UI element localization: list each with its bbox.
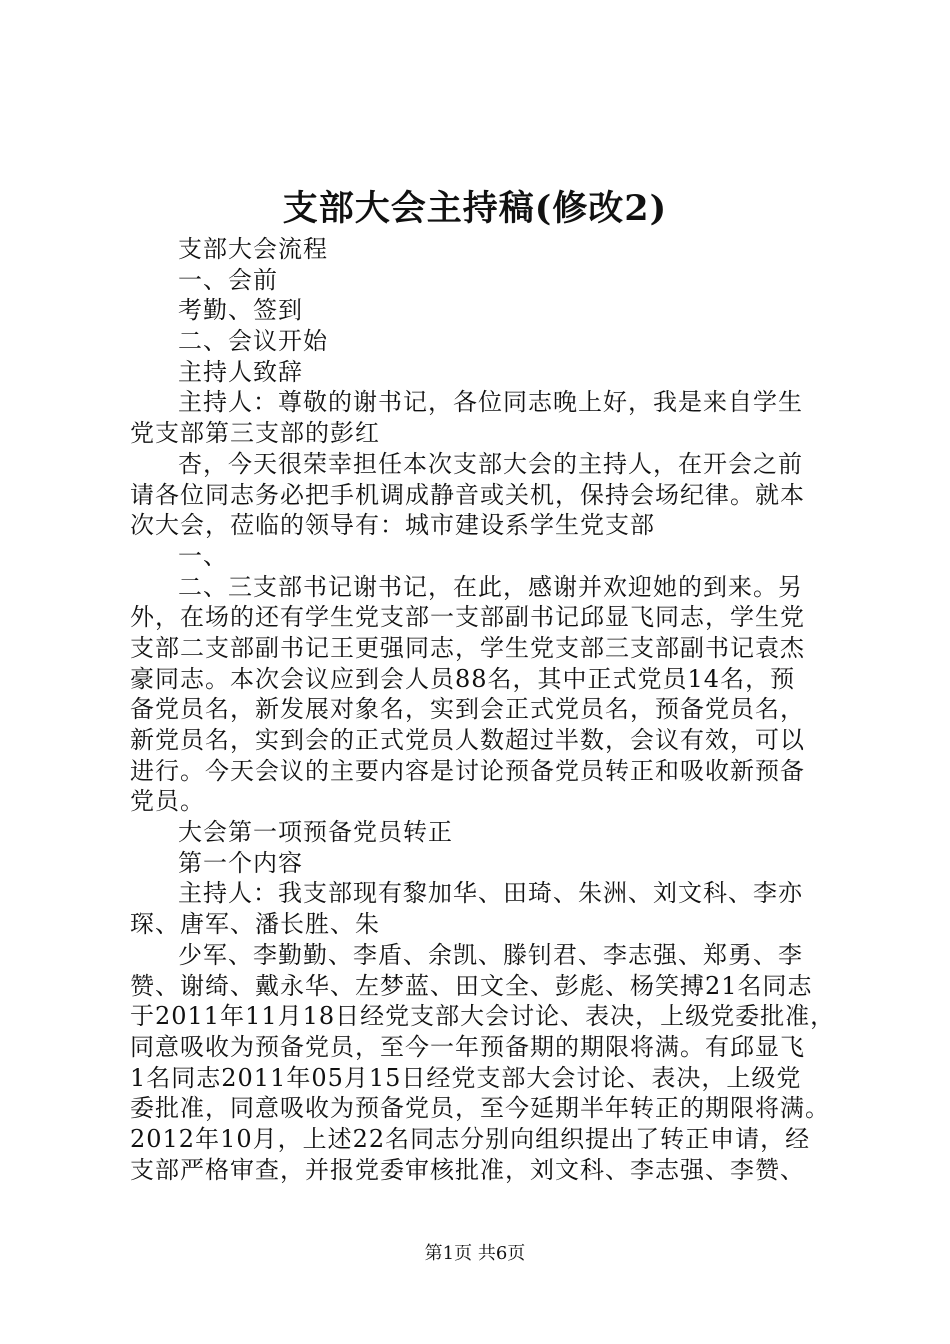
text-line: 委批准，同意吸收为预备党员，至今延期半年转正的期限将满。: [130, 1094, 830, 1123]
text-line: 少军、李勤勤、李盾、余凯、滕钊君、李志强、郑勇、李: [178, 940, 803, 969]
text-line: 二、会议开始: [178, 327, 328, 356]
text-line: 1名同志2011年05月15日经党支部大会讨论、表决，上级党: [130, 1063, 802, 1092]
text-line: 备党员名，新发展对象名，实到会正式党员名，预备党员名，: [130, 695, 805, 724]
text-line: 考勤、签到: [178, 296, 303, 325]
text-line: 琛、唐军、潘长胜、朱: [130, 910, 380, 939]
text-line: 党支部第三支部的彭红: [130, 419, 380, 448]
text-line: 主持人致辞: [178, 357, 303, 386]
text-line: 外，在场的还有学生党支部一支部副书记邱显飞同志，学生党: [130, 603, 805, 632]
text-line: 支部严格审查，并报党委审核批准，刘文科、李志强、李赞、: [130, 1155, 805, 1184]
text-line: 于2011年11月18日经党支部大会讨论、表决，上级党委批准，: [130, 1002, 836, 1031]
page-number-footer: 第1页 共6页: [424, 1243, 526, 1264]
text-line: 请各位同志务必把手机调成静音或关机，保持会场纪律。就本: [130, 480, 805, 509]
text-line: 同意吸收为预备党员，至今一年预备期的期限将满。有邱显飞: [130, 1032, 805, 1061]
text-line: 新党员名，实到会的正式党员人数超过半数，会议有效，可以: [130, 726, 805, 754]
text-line: 党员。: [130, 787, 205, 816]
text-line: 一、会前: [178, 265, 278, 294]
text-line: 主持人：尊敬的谢书记，各位同志晚上好，我是来自学生: [178, 388, 803, 417]
text-line: 赞、谢绮、戴永华、左梦蓝、田文全、彭彪、杨笑搏21名同志: [130, 971, 813, 1000]
text-line: 大会第一项预备党员转正: [178, 818, 453, 847]
text-line: 次大会，莅临的领导有：城市建设系学生党支部: [130, 511, 655, 540]
text-line: 二、三支部书记谢书记，在此，感谢并欢迎她的到来。另: [178, 572, 803, 601]
text-line: 杏，今天很荣幸担任本次支部大会的主持人，在开会之前: [178, 449, 803, 478]
text-line: 2012年10月，上述22名同志分别向组织提出了转正申请，经: [130, 1124, 811, 1153]
document-body: [130, 234, 836, 1185]
text-line: 支部二支部副书记王更强同志，学生党支部三支部副书记袁杰: [130, 633, 805, 662]
text-line: 支部大会流程: [178, 235, 328, 263]
document-title: 支部大会主持稿(修改2): [282, 188, 668, 229]
text-line: 主持人：我支部现有黎加华、田琦、朱洲、刘文科、李亦: [178, 879, 803, 908]
text-line: 第一个内容: [178, 848, 303, 877]
text-line: 一、: [178, 541, 228, 570]
text-line: 豪同志。本次会议应到会人员88名，其中正式党员14名，预: [130, 664, 796, 693]
text-line: 进行。今天会议的主要内容是讨论预备党员转正和吸收新预备: [130, 756, 805, 785]
